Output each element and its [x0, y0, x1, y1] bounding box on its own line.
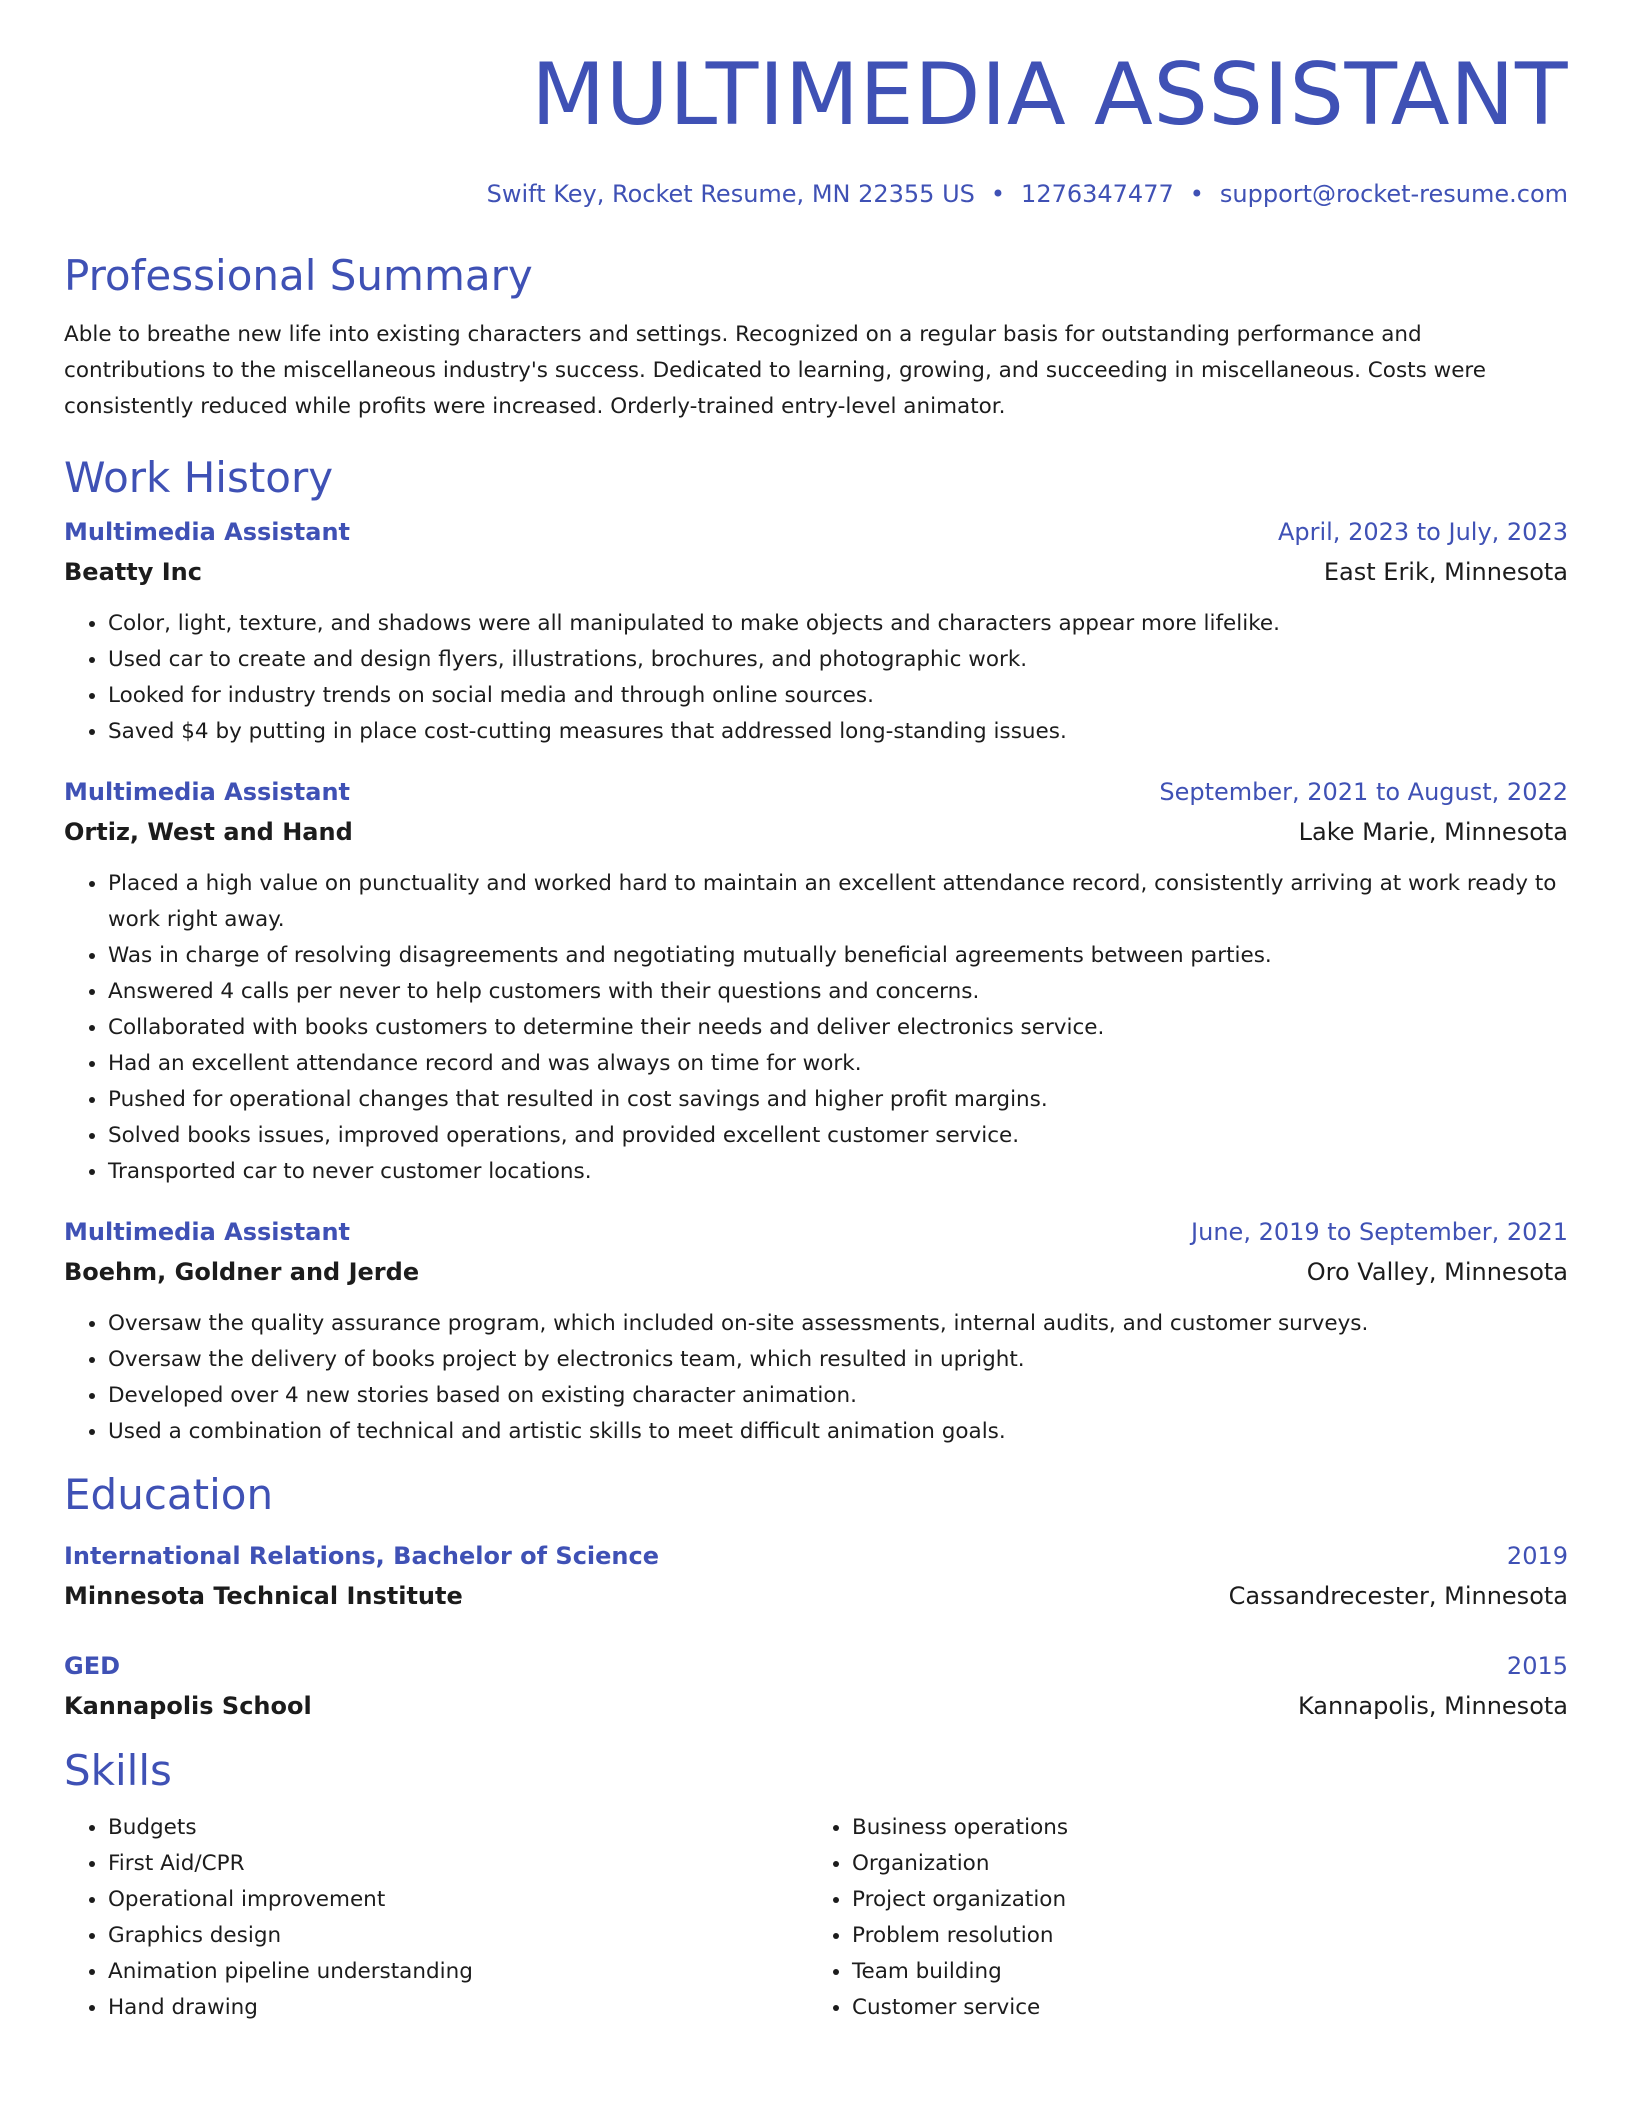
- education-entry: [64, 1646, 1568, 1726]
- job-bullet: • Answered 4 calls per never to help customers with their questions and concerns.: [108, 974, 1568, 1010]
- job-bullet: • Used a combination of technical and artistic skills to meet difficult animation goals.: [108, 1414, 1568, 1450]
- job-header-row: [64, 512, 1568, 552]
- job-title: Multimedia Assistant: [64, 517, 351, 546]
- job-title: Multimedia Assistant: [64, 1217, 351, 1246]
- job-bullet: • Transported car to never customer locations.: [108, 1154, 1568, 1190]
- job-bullet: • Solved books issues, improved operations, and provided excellent customer service.: [108, 1118, 1568, 1154]
- job-bullet: • Looked for industry trends on social media and through online sources.: [108, 678, 1568, 714]
- job-header-row: [64, 1212, 1568, 1252]
- job-location: Lake Marie, Minnesota: [1298, 817, 1568, 846]
- education-degree-row: [64, 1536, 1568, 1576]
- job-bullet: • Pushed for operational changes that resulted in cost savings and higher profit margins.: [108, 1082, 1568, 1118]
- education-degree-row: [64, 1646, 1568, 1686]
- job-bullet: • Collaborated with books customers to determine their needs and deliver electronics service.: [108, 1010, 1568, 1046]
- job-bullets: [64, 1306, 1568, 1450]
- job-company: Boehm, Goldner and Jerde: [64, 1257, 420, 1286]
- job-location: Oro Valley, Minnesota: [1306, 1257, 1568, 1286]
- education-degree: International Relations, Bachelor of Science: [64, 1541, 660, 1570]
- skill-item: • Operational improvement: [108, 1882, 808, 1918]
- job-bullet: • Placed a high value on punctuality and worked hard to maintain an excellent attendance record, consistently arriving at work ready to work right away.: [108, 866, 1568, 938]
- skill-item: • Project organization: [852, 1882, 1552, 1918]
- job-company-row: [64, 812, 1568, 852]
- contact-separator: •: [990, 180, 1006, 208]
- skill-item: • Graphics design: [108, 1918, 808, 1954]
- job-bullet: • Developed over 4 new stories based on existing character animation.: [108, 1378, 1568, 1414]
- job-entry: [64, 772, 1568, 1190]
- education-school: Minnesota Technical Institute: [64, 1581, 463, 1610]
- job-company-row: [64, 1252, 1568, 1292]
- skill-item: • Hand drawing: [108, 1990, 808, 2026]
- job-bullet: • Was in charge of resolving disagreements and negotiating mutually beneficial agreements between parties.: [108, 938, 1568, 974]
- job-entry: [64, 512, 1568, 750]
- skill-item: • Customer service: [852, 1990, 1552, 2026]
- job-bullet: • Had an excellent attendance record and was always on time for work.: [108, 1046, 1568, 1082]
- job-bullet: • Used car to create and design flyers, illustrations, brochures, and photographic work.: [108, 642, 1568, 678]
- skills-list-right: [808, 1810, 1552, 2026]
- summary-heading: Professional Summary: [64, 250, 533, 300]
- education-location: Kannapolis, Minnesota: [1297, 1691, 1568, 1720]
- contact-phone: 1276347477: [1021, 180, 1174, 208]
- contact-address: Swift Key, Rocket Resume, MN 22355 US: [486, 180, 975, 208]
- education-heading: Education: [64, 1469, 274, 1519]
- job-bullets: [64, 606, 1568, 750]
- job-location: East Erik, Minnesota: [1323, 557, 1568, 586]
- resume-page: [64, 45, 1568, 2026]
- skill-item: • Business operations: [852, 1810, 1552, 1846]
- skill-item: • Team building: [852, 1954, 1552, 1990]
- skill-item: • Budgets: [108, 1810, 808, 1846]
- education-school-row: [64, 1686, 1568, 1726]
- education-location: Cassandrecester, Minnesota: [1228, 1581, 1568, 1610]
- education-degree: GED: [64, 1651, 121, 1680]
- summary-text: Able to breathe new life into existing characters and settings. Recognized on a regular basis for outstanding performance and contributions to the miscellaneous industry's success. Dedicated to learning, growing, and succeeding in miscellaneous. Costs were consistently reduced while profits were increased. Orderly-trained entry-level animator.: [64, 322, 1487, 420]
- skills-heading: Skills: [64, 1745, 172, 1795]
- skill-item: • Organization: [852, 1846, 1552, 1882]
- job-dates: June, 2019 to September, 2021: [1191, 1217, 1568, 1246]
- job-dates: September, 2021 to August, 2022: [1159, 777, 1568, 806]
- education-year: 2015: [1506, 1651, 1568, 1680]
- job-bullets: [64, 866, 1568, 1190]
- job-company-row: [64, 552, 1568, 592]
- job-company: Ortiz, West and Hand: [64, 817, 353, 846]
- contact-line: [64, 180, 1568, 209]
- job-dates: April, 2023 to July, 2023: [1277, 517, 1568, 546]
- contact-email[interactable]: support@rocket-resume.com: [1219, 180, 1568, 208]
- job-bullet: • Saved $4 by putting in place cost-cutting measures that addressed long-standing issues.: [108, 714, 1568, 750]
- resume-title: MULTIMEDIA ASSISTANT: [531, 45, 1568, 145]
- job-bullet: • Oversaw the delivery of books project by electronics team, which resulted in upright.: [108, 1342, 1568, 1378]
- skills-list-left: [64, 1810, 808, 2026]
- job-bullet: • Color, light, texture, and shadows were all manipulated to make objects and characters appear more lifelike.: [108, 606, 1568, 642]
- education-school: Kannapolis School: [64, 1691, 312, 1720]
- education-entry: [64, 1536, 1568, 1616]
- skill-item: • First Aid/CPR: [108, 1846, 808, 1882]
- skill-item: • Problem resolution: [852, 1918, 1552, 1954]
- skill-item: • Animation pipeline understanding: [108, 1954, 808, 1990]
- job-title: Multimedia Assistant: [64, 777, 351, 806]
- skills-columns: [64, 1810, 1568, 2026]
- education-year: 2019: [1506, 1541, 1568, 1570]
- job-entry: [64, 1212, 1568, 1450]
- contact-separator: •: [1189, 180, 1204, 208]
- job-bullet: • Oversaw the quality assurance program, which included on-site assessments, internal audits, and customer surveys.: [108, 1306, 1568, 1342]
- education-school-row: [64, 1576, 1568, 1616]
- job-header-row: [64, 772, 1568, 812]
- job-company: Beatty Inc: [64, 557, 202, 586]
- work-history-heading: Work History: [64, 453, 334, 503]
